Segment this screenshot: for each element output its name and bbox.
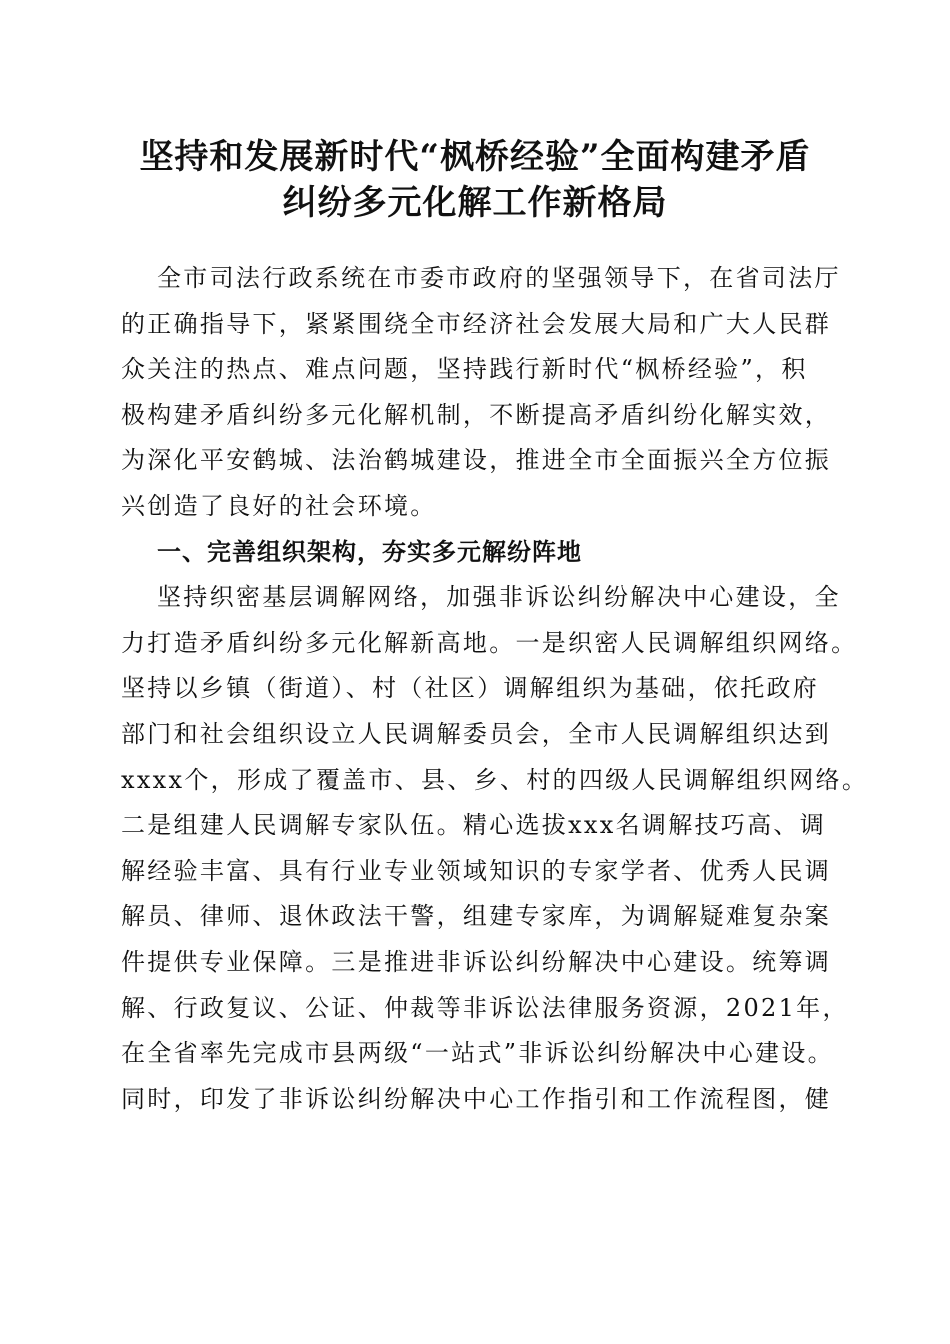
paragraph-line: 解员、律师、退休政法干警，组建专家库，为调解疑难复杂案	[121, 902, 832, 931]
section-heading: 一、完善组织架构，夯实多元解纷阵地	[157, 537, 582, 566]
paragraph-line: 全市司法行政系统在市委市政府的坚强领导下，在省司法厅	[157, 264, 841, 292]
document-body	[121, 256, 869, 1122]
paragraph-line: 解、行政复议、公证、仲裁等非诉讼法律服务资源，2021年，	[121, 993, 849, 1022]
paragraph-line: 解经验丰富、具有行业专业领域知识的专家学者、优秀人民调	[121, 856, 832, 885]
paragraph-line: 坚持织密基层调解网络，加强非诉讼纠纷解决中心建设，全	[157, 583, 841, 612]
paragraph-line: 二是组建人民调解专家队伍。精心选拔xxx名调解技巧高、调	[121, 811, 827, 840]
paragraph-line: 同时，印发了非诉讼纠纷解决中心工作指引和工作流程图，健	[121, 1084, 832, 1113]
paragraph-line: 兴创造了良好的社会环境。	[121, 491, 437, 520]
title-line-1: 坚持和发展新时代“枫桥经验”全面构建矛盾	[139, 137, 811, 177]
paragraph-line: 部门和社会组织设立人民调解委员会，全市人民调解组织达到	[121, 719, 832, 748]
paragraph-line: 在全省率先完成市县两级“一站式”非诉讼纠纷解决中心建设。	[121, 1039, 834, 1068]
paragraph-line: xxxx个，形成了覆盖市、县、乡、村的四级人民调解组织网络。	[121, 765, 869, 794]
paragraph-section-1	[121, 575, 869, 1122]
paragraph-line: 的正确指导下，紧紧围绕全市经济社会发展大局和广大人民群	[121, 309, 832, 338]
paragraph-line: 极构建矛盾纠纷多元化解机制，不断提高矛盾纠纷化解实效，	[121, 400, 832, 429]
paragraph-line: 件提供专业保障。三是推进非诉讼纠纷解决中心建设。统筹调	[121, 947, 832, 976]
paragraph-line: 力打造矛盾纠纷多元化解新高地。一是织密人民调解组织网络。	[121, 628, 858, 657]
document-title	[80, 134, 870, 226]
paragraph-line: 为深化平安鹤城、法治鹤城建设，推进全市全面振兴全方位振	[121, 446, 832, 475]
paragraph-line: 众关注的热点、难点问题，坚持践行新时代“枫桥经验”，积	[121, 355, 808, 384]
title-line-2: 纠纷多元化解工作新格局	[282, 183, 668, 223]
paragraph-line: 坚持以乡镇（街道）、村（社区）调解组织为基础，依托政府	[121, 674, 820, 703]
paragraph-intro	[121, 256, 841, 530]
